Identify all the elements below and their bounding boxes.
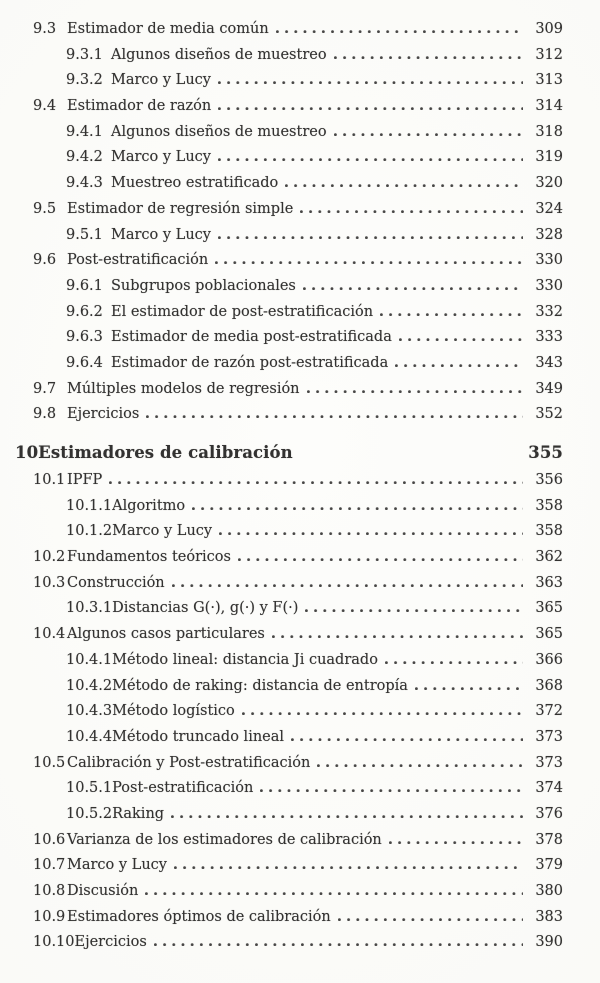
leader-dots <box>192 507 523 510</box>
entry-page-number: 365 <box>535 626 563 643</box>
entry-title: Ejercicios <box>67 406 140 423</box>
entry-number: 10.7 <box>33 857 66 874</box>
toc-entry <box>0 94 600 120</box>
entry-number: 9.3 <box>33 21 57 37</box>
entry-title: El estimador de post-estratificación <box>111 303 374 320</box>
entry-number: 10.8 <box>33 883 66 899</box>
entry-number: 10.3 <box>33 574 66 591</box>
toc-entry <box>0 905 600 931</box>
entry-title: Estimadores óptimos de calibración <box>67 908 331 925</box>
leader-dots <box>307 390 523 393</box>
entry-number: 10.4.1 <box>66 651 113 668</box>
entry-page-number: 349 <box>535 380 563 397</box>
toc-entry <box>0 674 600 700</box>
entry-number: 10.4.2 <box>66 677 113 694</box>
entry-number: 10.5.1 <box>66 780 113 797</box>
toc-entry <box>0 468 600 494</box>
entry-page-number: 328 <box>535 226 563 243</box>
entry-title: Estimador de razón post-estratificada <box>111 354 389 371</box>
toc-entry <box>0 197 600 223</box>
leader-dots <box>317 764 523 767</box>
entry-page-number: 318 <box>535 123 563 140</box>
leader-dots <box>174 866 523 869</box>
toc-entry <box>0 300 600 326</box>
toc-entry <box>0 120 600 146</box>
entry-number: 10.3.1 <box>66 600 113 617</box>
entry-page-number: 383 <box>535 908 563 925</box>
leader-dots <box>238 558 523 561</box>
leader-dots <box>395 364 523 367</box>
entry-number: 9.5.1 <box>66 226 103 243</box>
entry-number: 9.8 <box>33 406 57 423</box>
entry-number: 10.1.1 <box>66 497 113 514</box>
entry-page-number: 363 <box>535 574 563 591</box>
leader-dots <box>218 158 523 161</box>
entry-page-number: 332 <box>535 303 563 320</box>
toc-entry <box>0 802 600 828</box>
entry-title: Discusión <box>67 883 139 899</box>
entry-title: Marco y Lucy <box>111 72 211 89</box>
toc-entry <box>0 351 600 377</box>
entry-title: Método lineal: distancia Ji cuadrado <box>112 651 378 668</box>
entry-title: IPFP <box>67 472 103 488</box>
entry-number: 10.1 <box>33 472 66 488</box>
entry-page-number: 314 <box>535 98 563 115</box>
entry-page-number: 358 <box>535 497 563 514</box>
toc-entry <box>0 68 600 94</box>
entry-number: 10.2 <box>33 549 66 566</box>
leader-dots <box>399 338 523 341</box>
entry-number: 10.5.2 <box>66 805 113 822</box>
toc-entry <box>0 648 600 674</box>
entry-number: 9.6.1 <box>66 277 103 294</box>
entry-page-number: 390 <box>535 934 563 951</box>
toc-entry <box>0 571 600 597</box>
entry-title: Algunos diseños de muestreo <box>111 46 327 63</box>
leader-dots <box>285 184 523 187</box>
leader-dots <box>276 30 523 33</box>
entry-title: Estimador de media común <box>67 21 269 37</box>
leader-dots <box>218 107 523 110</box>
toc-entry <box>0 853 600 879</box>
entry-page-number: 366 <box>535 651 563 668</box>
entry-title: Marco y Lucy <box>67 857 167 874</box>
entry-title: Algunos diseños de muestreo <box>111 123 327 140</box>
entry-page-number: 330 <box>535 252 563 269</box>
entry-number: 9.6.4 <box>66 354 103 371</box>
toc-entry <box>0 402 600 428</box>
toc-entry <box>0 223 600 249</box>
entry-page-number: 372 <box>535 703 563 720</box>
leader-dots <box>215 261 523 264</box>
entry-page-number: 380 <box>535 883 563 899</box>
leader-dots <box>146 415 523 418</box>
entry-page-number: 319 <box>535 149 563 166</box>
entry-number: 10.4.3 <box>66 703 113 720</box>
entry-title: Subgrupos poblacionales <box>111 277 296 294</box>
entry-page-number: 313 <box>535 72 563 89</box>
entry-page-number: 362 <box>535 549 563 566</box>
entry-number: 10.6 <box>33 831 66 848</box>
entry-page-number: 365 <box>535 600 563 617</box>
entry-title: Estimador de razón <box>67 98 212 115</box>
toc-entry <box>0 930 600 956</box>
toc-entry <box>0 171 600 197</box>
entry-page-number: 356 <box>535 472 563 488</box>
entry-number: 9.6.3 <box>66 329 103 346</box>
toc-entry <box>0 17 600 43</box>
entry-number: 10.1.2 <box>66 523 113 540</box>
entry-page-number: 355 <box>528 443 563 462</box>
toc-entry <box>0 325 600 351</box>
entry-title: Calibración y Post-estratificación <box>67 754 311 771</box>
entry-number: 10.10 <box>33 934 75 951</box>
entry-title: Fundamentos teóricos <box>67 549 231 566</box>
leader-dots <box>300 210 523 213</box>
entry-title: Marco y Lucy <box>112 523 213 540</box>
entry-title: Estimador de media post-estratificada <box>111 329 392 346</box>
leader-dots <box>334 133 523 136</box>
entry-number: 10 <box>15 443 39 462</box>
entry-page-number: 374 <box>535 780 563 797</box>
toc-entry <box>0 248 600 274</box>
toc-entry <box>0 828 600 854</box>
entry-title: Construcción <box>67 574 165 591</box>
entry-title: Muestreo estratificado <box>111 175 279 192</box>
toc-entry <box>0 145 600 171</box>
leader-dots <box>109 481 523 484</box>
leader-dots <box>385 661 523 664</box>
entry-page-number: 320 <box>535 175 563 192</box>
toc-entry <box>0 519 600 545</box>
entry-title: Método de raking: distancia de entropía <box>112 677 408 694</box>
entry-number: 9.3.1 <box>66 46 103 63</box>
entry-number: 9.4.2 <box>66 149 103 166</box>
leader-dots <box>218 236 523 239</box>
entry-title: Distancias G(·), g(·) y F(·) <box>112 600 299 617</box>
entry-title: Marco y Lucy <box>111 226 211 243</box>
toc-chapter-heading <box>0 438 600 468</box>
entry-number: 9.4.1 <box>66 123 103 140</box>
leader-dots <box>154 943 523 946</box>
toc-list <box>0 17 600 956</box>
entry-page-number: 343 <box>535 354 563 371</box>
toc-entry <box>0 622 600 648</box>
entry-number: 9.6 <box>33 252 57 269</box>
entry-number: 9.4 <box>33 98 57 115</box>
leader-dots <box>260 789 523 792</box>
leader-dots <box>389 841 523 844</box>
entry-title: Marco y Lucy <box>111 149 211 166</box>
toc-entry <box>0 596 600 622</box>
toc-entry <box>0 879 600 905</box>
entry-title: Estimador de regresión simple <box>67 200 294 217</box>
entry-number: 9.6.2 <box>66 303 103 320</box>
entry-title: Algunos casos particulares <box>67 626 265 643</box>
leader-dots <box>172 584 523 587</box>
toc-entry <box>0 699 600 725</box>
entry-title: Raking <box>112 805 165 822</box>
leader-dots <box>218 81 523 84</box>
entry-title: Varianza de los estimadores de calibración <box>67 831 382 848</box>
entry-title: Método logístico <box>112 703 235 720</box>
entry-number: 10.4 <box>33 626 66 643</box>
entry-page-number: 373 <box>535 754 563 771</box>
leader-dots <box>171 815 523 818</box>
entry-title: Post-estratificación <box>67 252 209 269</box>
toc-entry <box>0 751 600 777</box>
entry-number: 9.5 <box>33 200 57 217</box>
entry-title: Método truncado lineal <box>112 728 285 745</box>
entry-title: Estimadores de calibración <box>38 443 293 462</box>
entry-number: 9.7 <box>33 380 57 397</box>
entry-title: Algoritmo <box>112 497 186 514</box>
entry-title: Post-estratificación <box>112 780 254 797</box>
entry-title: Múltiples modelos de regresión <box>67 380 300 397</box>
entry-page-number: 330 <box>535 277 563 294</box>
entry-number: 10.9 <box>33 908 66 925</box>
leader-dots <box>305 609 523 612</box>
leader-dots <box>145 892 523 895</box>
entry-number: 9.4.3 <box>66 175 103 192</box>
leader-dots <box>380 313 523 316</box>
toc-entry <box>0 545 600 571</box>
entry-title: Ejercicios <box>74 934 147 951</box>
leader-dots <box>291 738 523 741</box>
toc-entry <box>0 494 600 520</box>
entry-page-number: 373 <box>535 728 563 745</box>
toc-entry <box>0 43 600 69</box>
toc-entry <box>0 377 600 403</box>
entry-page-number: 324 <box>535 200 563 217</box>
entry-number: 9.3.2 <box>66 72 103 89</box>
leader-dots <box>242 712 523 715</box>
entry-page-number: 379 <box>535 857 563 874</box>
entry-page-number: 312 <box>535 46 563 63</box>
leader-dots <box>219 532 523 535</box>
toc-entry <box>0 776 600 802</box>
entry-page-number: 352 <box>535 406 563 423</box>
entry-page-number: 333 <box>535 329 563 346</box>
entry-number: 10.4.4 <box>66 728 113 745</box>
entry-page-number: 376 <box>535 805 563 822</box>
entry-page-number: 358 <box>535 523 563 540</box>
toc-entry <box>0 725 600 751</box>
entry-number: 10.5 <box>33 754 66 771</box>
leader-dots <box>338 918 523 921</box>
entry-page-number: 368 <box>535 677 563 694</box>
toc-entry <box>0 274 600 300</box>
entry-page-number: 309 <box>535 21 563 37</box>
leader-dots <box>415 687 523 690</box>
leader-dots <box>303 287 523 290</box>
entry-page-number: 378 <box>535 831 563 848</box>
leader-dots <box>334 56 523 59</box>
leader-dots <box>272 635 523 638</box>
